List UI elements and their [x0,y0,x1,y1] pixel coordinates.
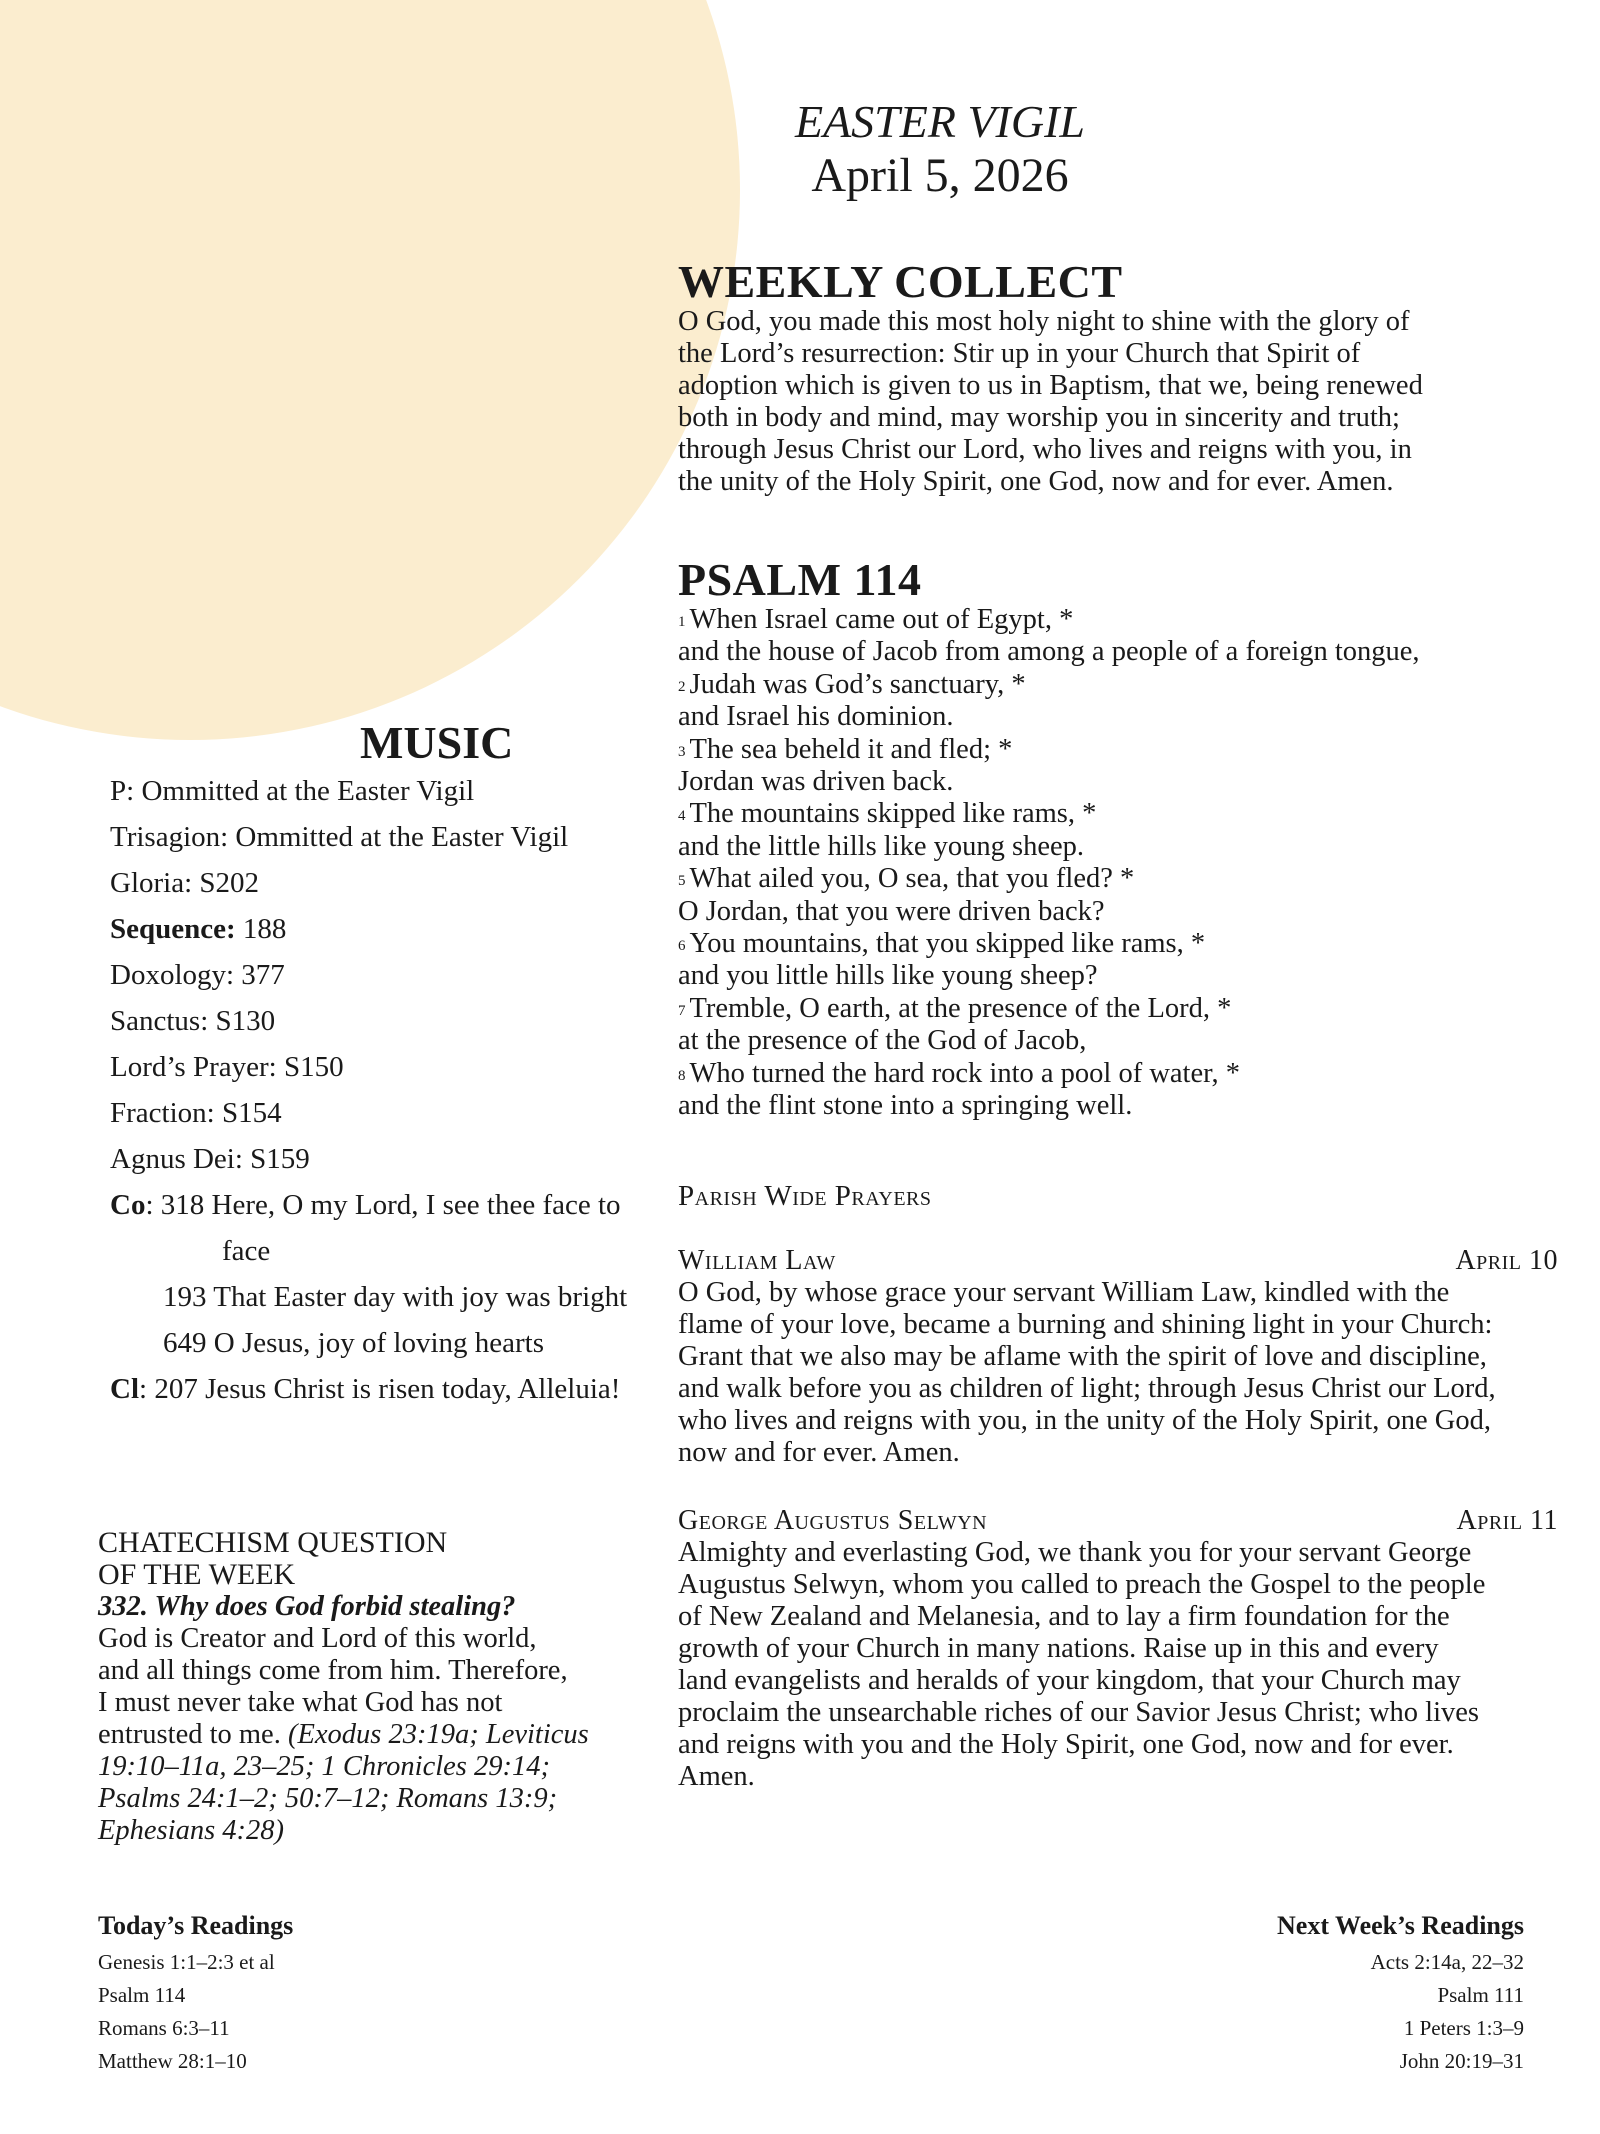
verse-number: 1 [678,614,686,630]
music-item-label: Sequence: [110,913,236,945]
music-item-value: : Ommitted at the Easter Vigil [126,775,475,807]
prayer-date: April 10 [1455,1245,1558,1276]
music-item [110,860,670,906]
closing-label: Cl [110,1373,139,1405]
todays-readings [98,1906,293,2078]
psalm-verse [678,928,1558,960]
music-heading: MUSIC [360,717,514,768]
verse-number: 3 [678,743,686,760]
verse-number: 7 [678,1002,686,1019]
music-item-label: Gloria [110,867,185,899]
next-weeks-readings [1277,1906,1524,2078]
prayer-line: Grant that we also may be aflame with the spirit of love and discipline, [678,1341,1487,1372]
music-item-label: Doxology [110,959,226,991]
page-header [680,96,1200,204]
answer-line: God is Creator and Lord of this world, [98,1623,537,1654]
parish-prayers-heading: Parish Wide Prayers [678,1180,932,1212]
music-section [110,768,670,1412]
reading-item: John 20:19–31 [1399,2049,1524,2073]
verse-first-half: The mountains skipped like rams, * [689,798,1097,830]
music-item-value: : S159 [234,1143,310,1175]
prayer-william-law [678,1245,1558,1469]
catechism-question: 332. Why does God forbid stealing? [98,1591,516,1622]
prayer-george-selwyn [678,1505,1558,1793]
scripture-refs: (Exodus 23:19a; Leviticus [287,1719,589,1750]
prayer-text [678,1537,1558,1793]
prayer-line: Almighty and everlasting God, we thank you for your servant George [678,1537,1472,1568]
psalm-section [678,556,1558,1123]
prayer-line: O God, by whose grace your servant William Law, kindled with the [678,1277,1450,1308]
catechism-heading-2: OF THE WEEK [98,1558,296,1591]
music-item-label: P [110,775,127,807]
reading-item: Genesis 1:1–2:3 et al [98,1950,275,1974]
music-item-value: : S130 [200,1005,276,1037]
verse-second-half: and the little hills like young sheep. [678,830,1085,862]
music-item [110,814,670,860]
service-title: EASTER VIGIL [794,96,1085,147]
music-item-label: Lord’s Prayer [110,1051,269,1083]
verse-second-half: and the house of Jacob from among a people of a foreign tongue, [678,636,1420,668]
reading-item: Psalm 111 [1437,1983,1524,2007]
music-item [110,768,670,814]
weekly-collect-section [678,258,1558,498]
music-item-value: : S154 [206,1097,282,1129]
verse-first-half: Judah was God’s sanctuary, * [689,668,1026,700]
prayer-line: of New Zealand and Melanesia, and to lay a firm foundation for the [678,1601,1450,1632]
reading-item: 1 Peters 1:3–9 [1403,2016,1524,2040]
scripture-refs: Psalms 24:1–2; 50:7–12; Romans 13:9; [98,1783,558,1814]
music-item-label: Trisagion [110,821,221,853]
psalm-verse [678,669,1558,701]
collect-line: O God, you made this most holy night to shine with the glory of [678,306,1410,337]
service-date: April 5, 2026 [811,149,1069,202]
collect-text [678,306,1558,498]
prayer-date: April 11 [1456,1505,1558,1536]
music-item-value: : 377 [226,959,285,991]
communion-hymn-cont: face [222,1235,271,1267]
music-item-value: : Ommitted at the Easter Vigil [220,821,569,853]
verse-second-half: and the flint stone into a springing well. [678,1090,1133,1122]
prayer-line: Augustus Selwyn, whom you called to preach the Gospel to the people [678,1569,1486,1600]
music-item [110,952,670,998]
prayer-header [678,1245,1558,1277]
communion-hymn: 649 O Jesus, joy of loving hearts [163,1327,544,1359]
decorative-circle [0,0,740,740]
prayer-header [678,1505,1558,1537]
catechism-section [98,1527,658,1847]
answer-line: I must never take what God has not [98,1687,503,1718]
prayer-line: Amen. [678,1761,755,1792]
psalm-verse [678,734,1558,766]
closing-row: Cl: 207 Jesus Christ is risen today, Alleluia! [110,1373,621,1405]
psalm-verse [678,604,1558,636]
collect-line: both in body and mind, may worship you in sincerity and truth; [678,402,1400,433]
communion-hymn: 193 That Easter day with joy was bright [163,1281,628,1313]
music-item [110,1044,670,1090]
psalm-verse [678,798,1558,830]
verse-first-half: When Israel came out of Egypt, * [689,604,1074,635]
music-item-value: : S150 [268,1051,344,1083]
verse-number: 5 [678,873,686,890]
music-list [110,768,670,1182]
prayer-line: growth of your Church in many nations. Raise up in this and every [678,1633,1439,1664]
communion-hymn: 318 Here, O my Lord, I see thee face to [160,1189,621,1221]
verse-second-half: and you little hills like young sheep? [678,960,1098,992]
collect-line: the unity of the Holy Spirit, one God, now and for ever. Amen. [678,466,1394,497]
prayer-name: George Augustus Selwyn [678,1505,988,1536]
catechism-heading: CHATECHISM QUESTION [98,1526,448,1559]
answer-text: entrusted to me. [98,1719,288,1750]
answer-line: and all things come from him. Therefore, [98,1655,568,1686]
closing-hymn: 207 Jesus Christ is risen today, Alleluia! [154,1373,621,1405]
music-item-label: Fraction [110,1097,207,1129]
verse-second-half: Jordan was driven back. [678,766,954,798]
prayer-line: land evangelists and heralds of your kingdom, that your Church may [678,1665,1461,1696]
verse-number: 8 [678,1067,686,1084]
collect-line: adoption which is given to us in Baptism, that we, being renewed [678,370,1423,401]
verse-first-half: Tremble, O earth, at the presence of the Lord, * [689,992,1232,1024]
reading-item: Matthew 28:1–10 [98,2049,247,2073]
prayer-line: who lives and reigns with you, in the unity of the Holy Spirit, one God, [678,1405,1491,1436]
verse-first-half: What ailed you, O sea, that you fled? * [689,863,1135,895]
collect-line: the Lord’s resurrection: Stir up in your Church that Spirit of [678,338,1361,369]
prayer-line: flame of your love, became a burning and shining light in your Church: [678,1309,1493,1340]
reading-item: Psalm 114 [98,1983,186,2007]
music-item [110,1136,670,1182]
collect-heading: WEEKLY COLLECT [678,256,1123,307]
reading-item: Romans 6:3–11 [98,2016,230,2040]
psalm-verse [678,863,1558,895]
collect-line: through Jesus Christ our Lord, who lives and reigns with you, in [678,434,1412,465]
music-item-value: 188 [235,913,287,945]
scripture-refs: 19:10–11a, 23–25; 1 Chronicles 29:14; [98,1751,550,1782]
verse-first-half: Who turned the hard rock into a pool of water, * [689,1057,1240,1089]
music-item [110,1090,670,1136]
verse-second-half: O Jordan, that you were driven back? [678,895,1105,927]
music-item-label: Sanctus [110,1005,201,1037]
music-item [110,998,670,1044]
psalm-verse [678,1058,1558,1090]
scripture-refs: Ephesians 4:28) [98,1815,285,1846]
verse-second-half: at the presence of the God of Jacob, [678,1025,1087,1057]
verse-number: 2 [678,678,686,695]
verse-first-half: You mountains, that you skipped like rams, * [689,928,1206,960]
answer-line [98,1719,658,1751]
prayer-text [678,1277,1558,1469]
communion-row: Co: 318 Here, O my Lord, I see thee face to [110,1189,621,1221]
todays-readings-heading: Today’s Readings [98,1911,294,1940]
prayer-name: William Law [678,1245,836,1276]
music-item-value: : S202 [184,867,260,899]
verse-second-half: and Israel his dominion. [678,701,954,733]
verse-first-half: The sea beheld it and fled; * [689,733,1013,765]
prayer-line: and walk before you as children of light; through Jesus Christ our Lord, [678,1373,1496,1404]
next-readings-heading: Next Week’s Readings [1277,1911,1524,1940]
communion-label: Co [110,1189,146,1221]
music-item-label: Agnus Dei [110,1143,235,1175]
verse-number: 4 [678,808,686,825]
prayer-line: and reigns with you and the Holy Spirit, one God, now and for ever. [678,1729,1454,1760]
verse-number: 6 [678,938,686,955]
prayer-line: proclaim the unsearchable riches of our Savior Jesus Christ; who lives [678,1697,1479,1728]
music-item [110,906,670,952]
psalm-verse [678,993,1558,1025]
reading-item: Acts 2:14a, 22–32 [1370,1950,1524,1974]
psalm-heading: PSALM 114 [678,554,922,605]
psalm-verses [678,604,1558,1123]
prayer-line: now and for ever. Amen. [678,1437,960,1468]
catechism-answer [98,1623,658,1847]
